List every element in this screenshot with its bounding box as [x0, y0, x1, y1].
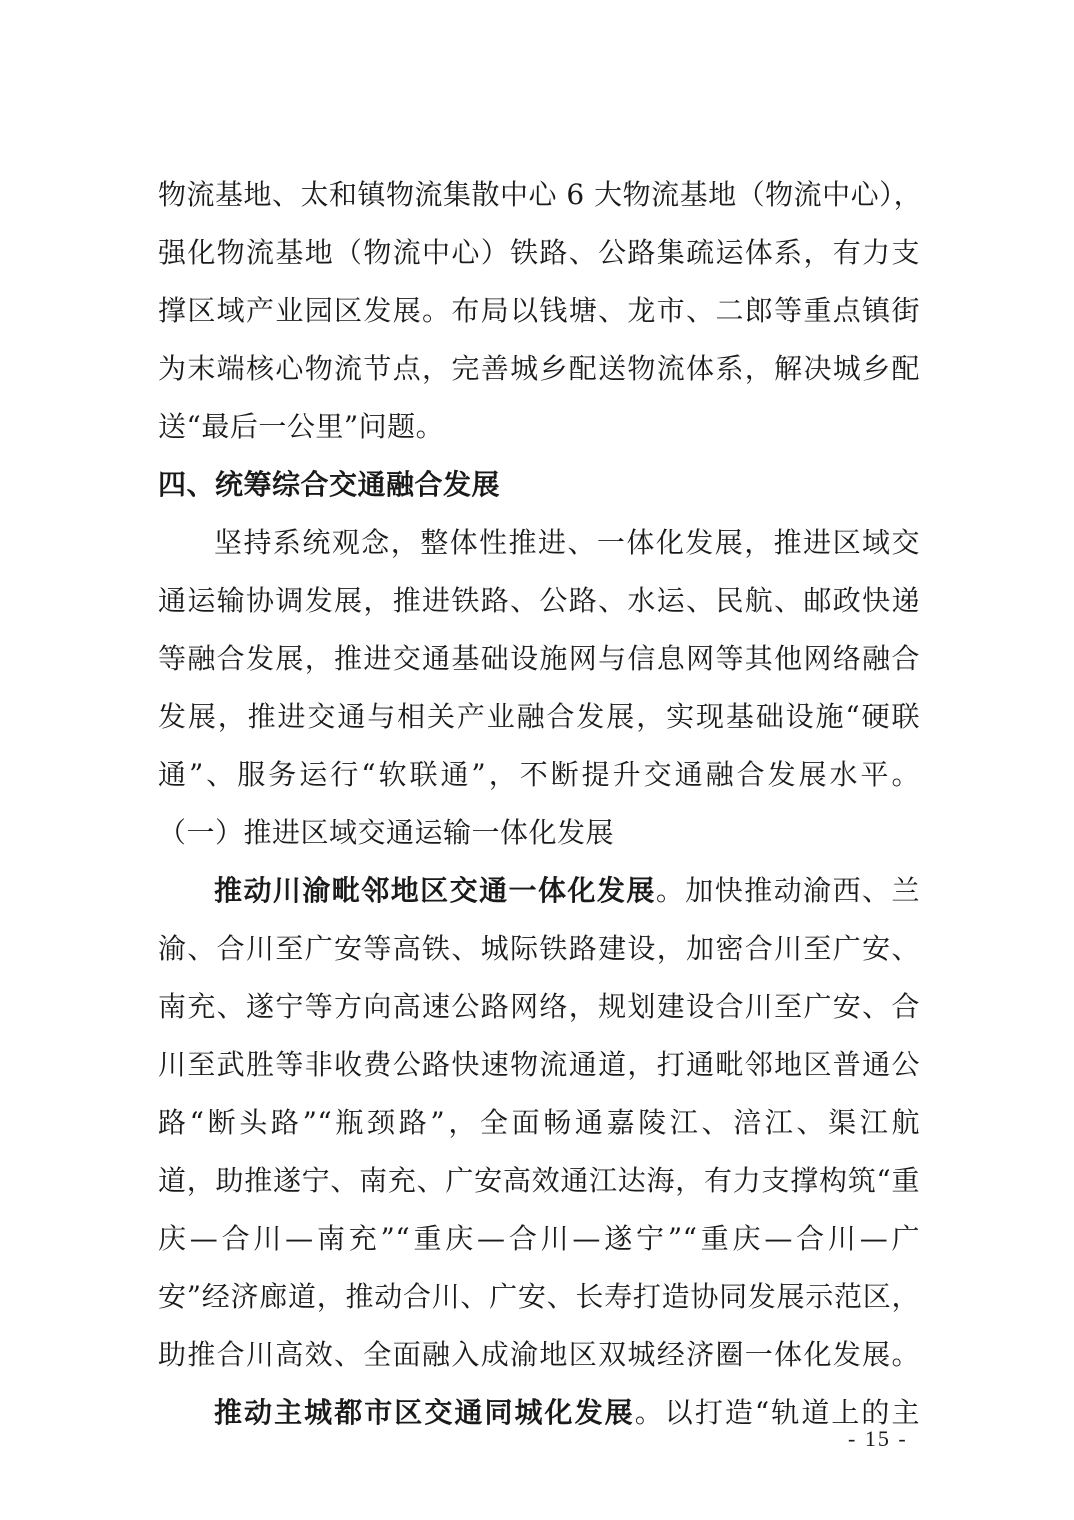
text-line: 发展，推进交通与相关产业融合发展，实现基础设施“硬联 [158, 700, 920, 733]
text-line: 强化物流基地（物流中心）铁路、公路集疏运体系，有力支 [158, 236, 920, 269]
paragraph-text: 。加快推动渝西、兰 [655, 874, 920, 907]
section-heading: 四、统筹综合交通融合发展 [158, 468, 501, 501]
text-line: 物流基地、太和镇物流集散中心 6 大物流基地（物流中心）， [158, 178, 923, 211]
text-line: 川至武胜等非收费公路快速物流通道，打通毗邻地区普通公 [158, 1048, 920, 1081]
text-line: 南充、遂宁等方向高速公路网络，规划建设合川至广安、合 [158, 990, 920, 1023]
text-line: 安”经济廊道，推动合川、广安、长寿打造协同发展示范区， [158, 1280, 920, 1313]
text-line: 送“最后一公里”问题。 [158, 410, 445, 443]
text-line: 助推合川高效、全面融入成渝地区双城经济圈一体化发展。 [158, 1338, 920, 1371]
paragraph-first-line [158, 1384, 920, 1442]
text-line: 庆—合川—南充”“重庆—合川—遂宁”“重庆—合川—广 [158, 1222, 920, 1255]
document-body [158, 166, 923, 1442]
text-line: 等融合发展，推进交通基础设施网与信息网等其他网络融合 [158, 642, 920, 675]
paragraph-lead: 推动川渝毗邻地区交通一体化发展 [214, 874, 656, 907]
text-line: 道，助推遂宁、南充、广安高效通江达海，有力支撑构筑“重 [158, 1164, 920, 1197]
paragraph-first-line [158, 862, 920, 920]
text-line: 为末端核心物流节点，完善城乡配送物流体系，解决城乡配 [158, 352, 920, 385]
text-line: 通”、服务运行“软联通”，不断提升交通融合发展水平。 [158, 758, 920, 791]
page-number: - 15 - [848, 1426, 908, 1451]
text-line: 路“断头路”“瓶颈路”，全面畅通嘉陵江、涪江、渠江航 [158, 1106, 920, 1139]
paragraph-text: 。以打造“轨道上的主 [634, 1396, 920, 1429]
subsection-heading: （一）推进区域交通运输一体化发展 [158, 816, 615, 849]
text-line: 通运输协调发展，推进铁路、公路、水运、民航、邮政快递 [158, 584, 920, 617]
text-line: 渝、合川至广安等高铁、城际铁路建设，加密合川至广安、 [158, 932, 920, 965]
text-line: 撑区域产业园区发展。布局以钱塘、龙市、二郎等重点镇街 [158, 294, 920, 327]
paragraph-lead: 推动主城都市区交通同城化发展 [214, 1396, 635, 1429]
text-line: 坚持系统观念，整体性推进、一体化发展，推进区域交 [214, 526, 920, 559]
